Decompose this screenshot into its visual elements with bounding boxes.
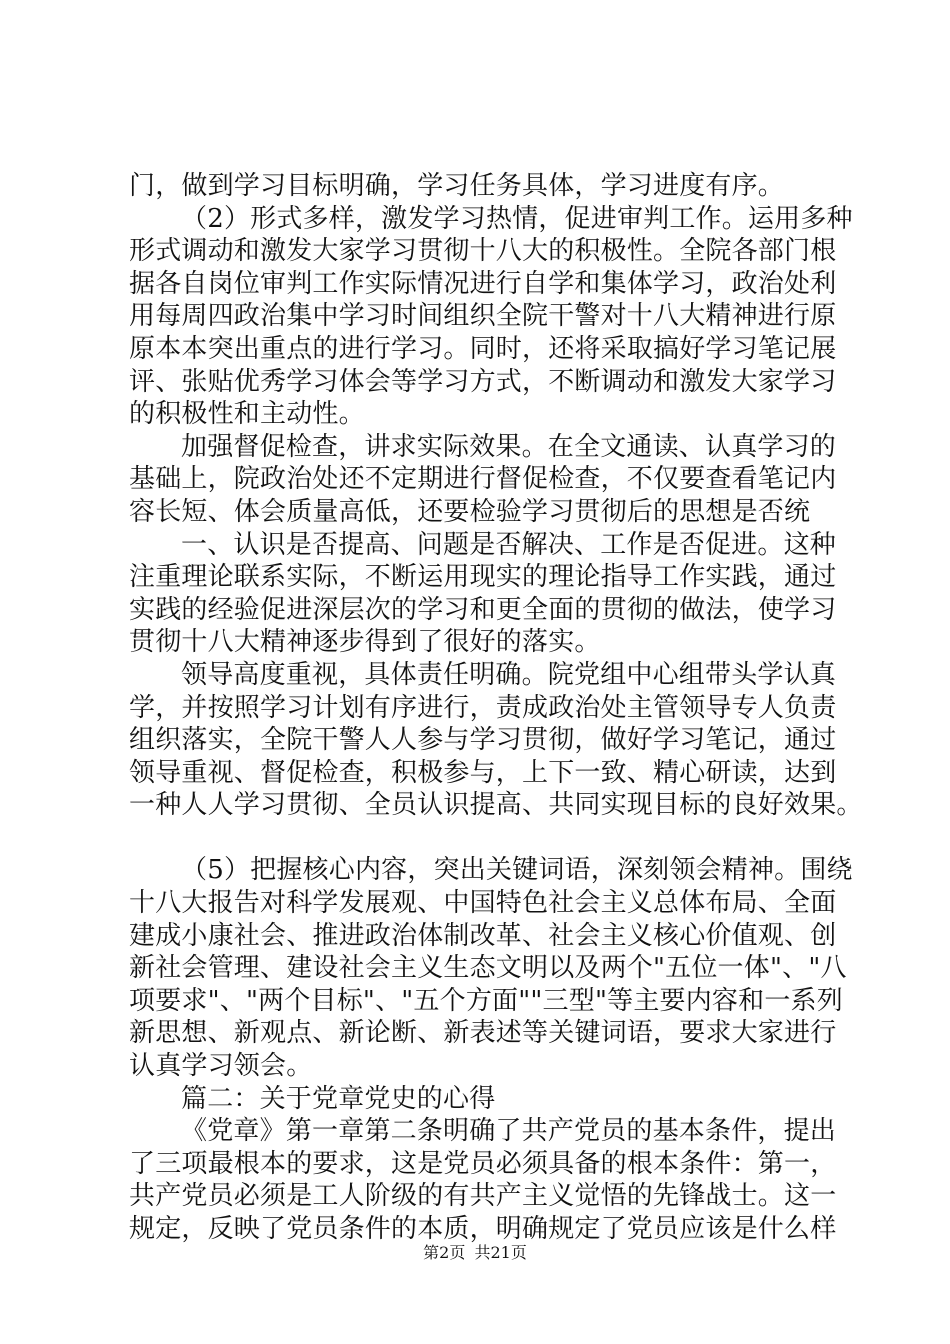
page-footer bbox=[0, 1243, 950, 1263]
page-number: 第2页 bbox=[423, 1243, 466, 1262]
text-line: 《党章》第一章第二条明确了共产党员的基本条件，提出 bbox=[181, 1116, 837, 1147]
text-line: 一、认识是否提高、问题是否解决、工作是否促进。这种 bbox=[181, 529, 837, 560]
text-line: 的积极性和主动性。 bbox=[129, 399, 365, 430]
text-line: 领导高度重视，具体责任明确。院党组中心组带头学认真 bbox=[181, 659, 837, 690]
text-line: 评、张贴优秀学习体会等学习方式，不断调动和激发大家学习 bbox=[129, 366, 837, 397]
text-line: 建成小康社会、推进政治体制改革、社会主义核心价值观、创 bbox=[129, 920, 837, 951]
total-pages: 共21页 bbox=[474, 1243, 527, 1262]
text-line: 原本本突出重点的进行学习。同时，还将采取搞好学习笔记展 bbox=[129, 333, 837, 364]
paragraph-gap bbox=[129, 822, 849, 855]
text-line: 门，做到学习目标明确，学习任务具体，学习进度有序。 bbox=[129, 171, 785, 201]
text-line: 十八大报告对科学发展观、中国特色社会主义总体布局、全面 bbox=[129, 888, 837, 919]
text-line: 了三项最根本的要求，这是党员必须具备的根本条件：第一， bbox=[129, 1148, 837, 1179]
text-line: 一种人人学习贯彻、全员认识提高、共同实现目标的良好效果。 bbox=[129, 790, 863, 821]
text-line: 贯彻十八大精神逐步得到了很好的落实。 bbox=[129, 627, 601, 658]
section-heading: 篇二：关于党章党史的心得 bbox=[181, 1083, 496, 1114]
text-line: 形式调动和激发大家学习贯彻十八大的积极性。全院各部门根 bbox=[129, 236, 837, 267]
text-line: 项要求"、"两个目标"、"五个方面""三型"等主要内容和一系列 bbox=[129, 985, 843, 1016]
text-line: （2）形式多样，激发学习热情，促进审判工作。运用多种 bbox=[181, 203, 853, 234]
text-line: 新社会管理、建设社会主义生态文明以及两个"五位一体"、"八 bbox=[129, 953, 847, 984]
text-line: 用每周四政治集中学习时间组织全院干警对十八大精神进行原 bbox=[129, 301, 837, 332]
text-line: 领导重视、督促检查，积极参与，上下一致、精心研读，达到 bbox=[129, 757, 837, 788]
text-line: （5）把握核心内容，突出关键词语，深刻领会精神。围绕 bbox=[181, 855, 853, 886]
document-body bbox=[129, 170, 863, 1246]
text-line: 加强督促检查，讲求实际效果。在全文通读、认真学习的 bbox=[181, 431, 837, 462]
text-line: 学，并按照学习计划有序进行，责成政治处主管领导专人负责 bbox=[129, 692, 837, 723]
text-line: 据各自岗位审判工作实际情况进行自学和集体学习，政治处利 bbox=[129, 268, 837, 299]
text-line: 基础上，院政治处还不定期进行督促检查，不仅要查看笔记内 bbox=[129, 464, 837, 495]
text-line: 共产党员必须是工人阶级的有共产主义觉悟的先锋战士。这一 bbox=[129, 1181, 837, 1212]
text-line: 认真学习领会。 bbox=[129, 1051, 313, 1082]
text-line: 容长短、体会质量高低，还要检验学习贯彻后的思想是否统 bbox=[129, 496, 811, 527]
text-line: 实践的经验促进深层次的学习和更全面的贯彻的做法，使学习 bbox=[129, 594, 837, 625]
text-line: 组织落实，全院干警人人参与学习贯彻，做好学习笔记，通过 bbox=[129, 725, 837, 756]
text-line: 新思想、新观点、新论断、新表述等关键词语，要求大家进行 bbox=[129, 1018, 837, 1049]
text-line: 规定，反映了党员条件的本质，明确规定了党员应该是什么样 bbox=[129, 1214, 837, 1244]
text-line: 注重理论联系实际，不断运用现实的理论指导工作实践，通过 bbox=[129, 562, 837, 593]
